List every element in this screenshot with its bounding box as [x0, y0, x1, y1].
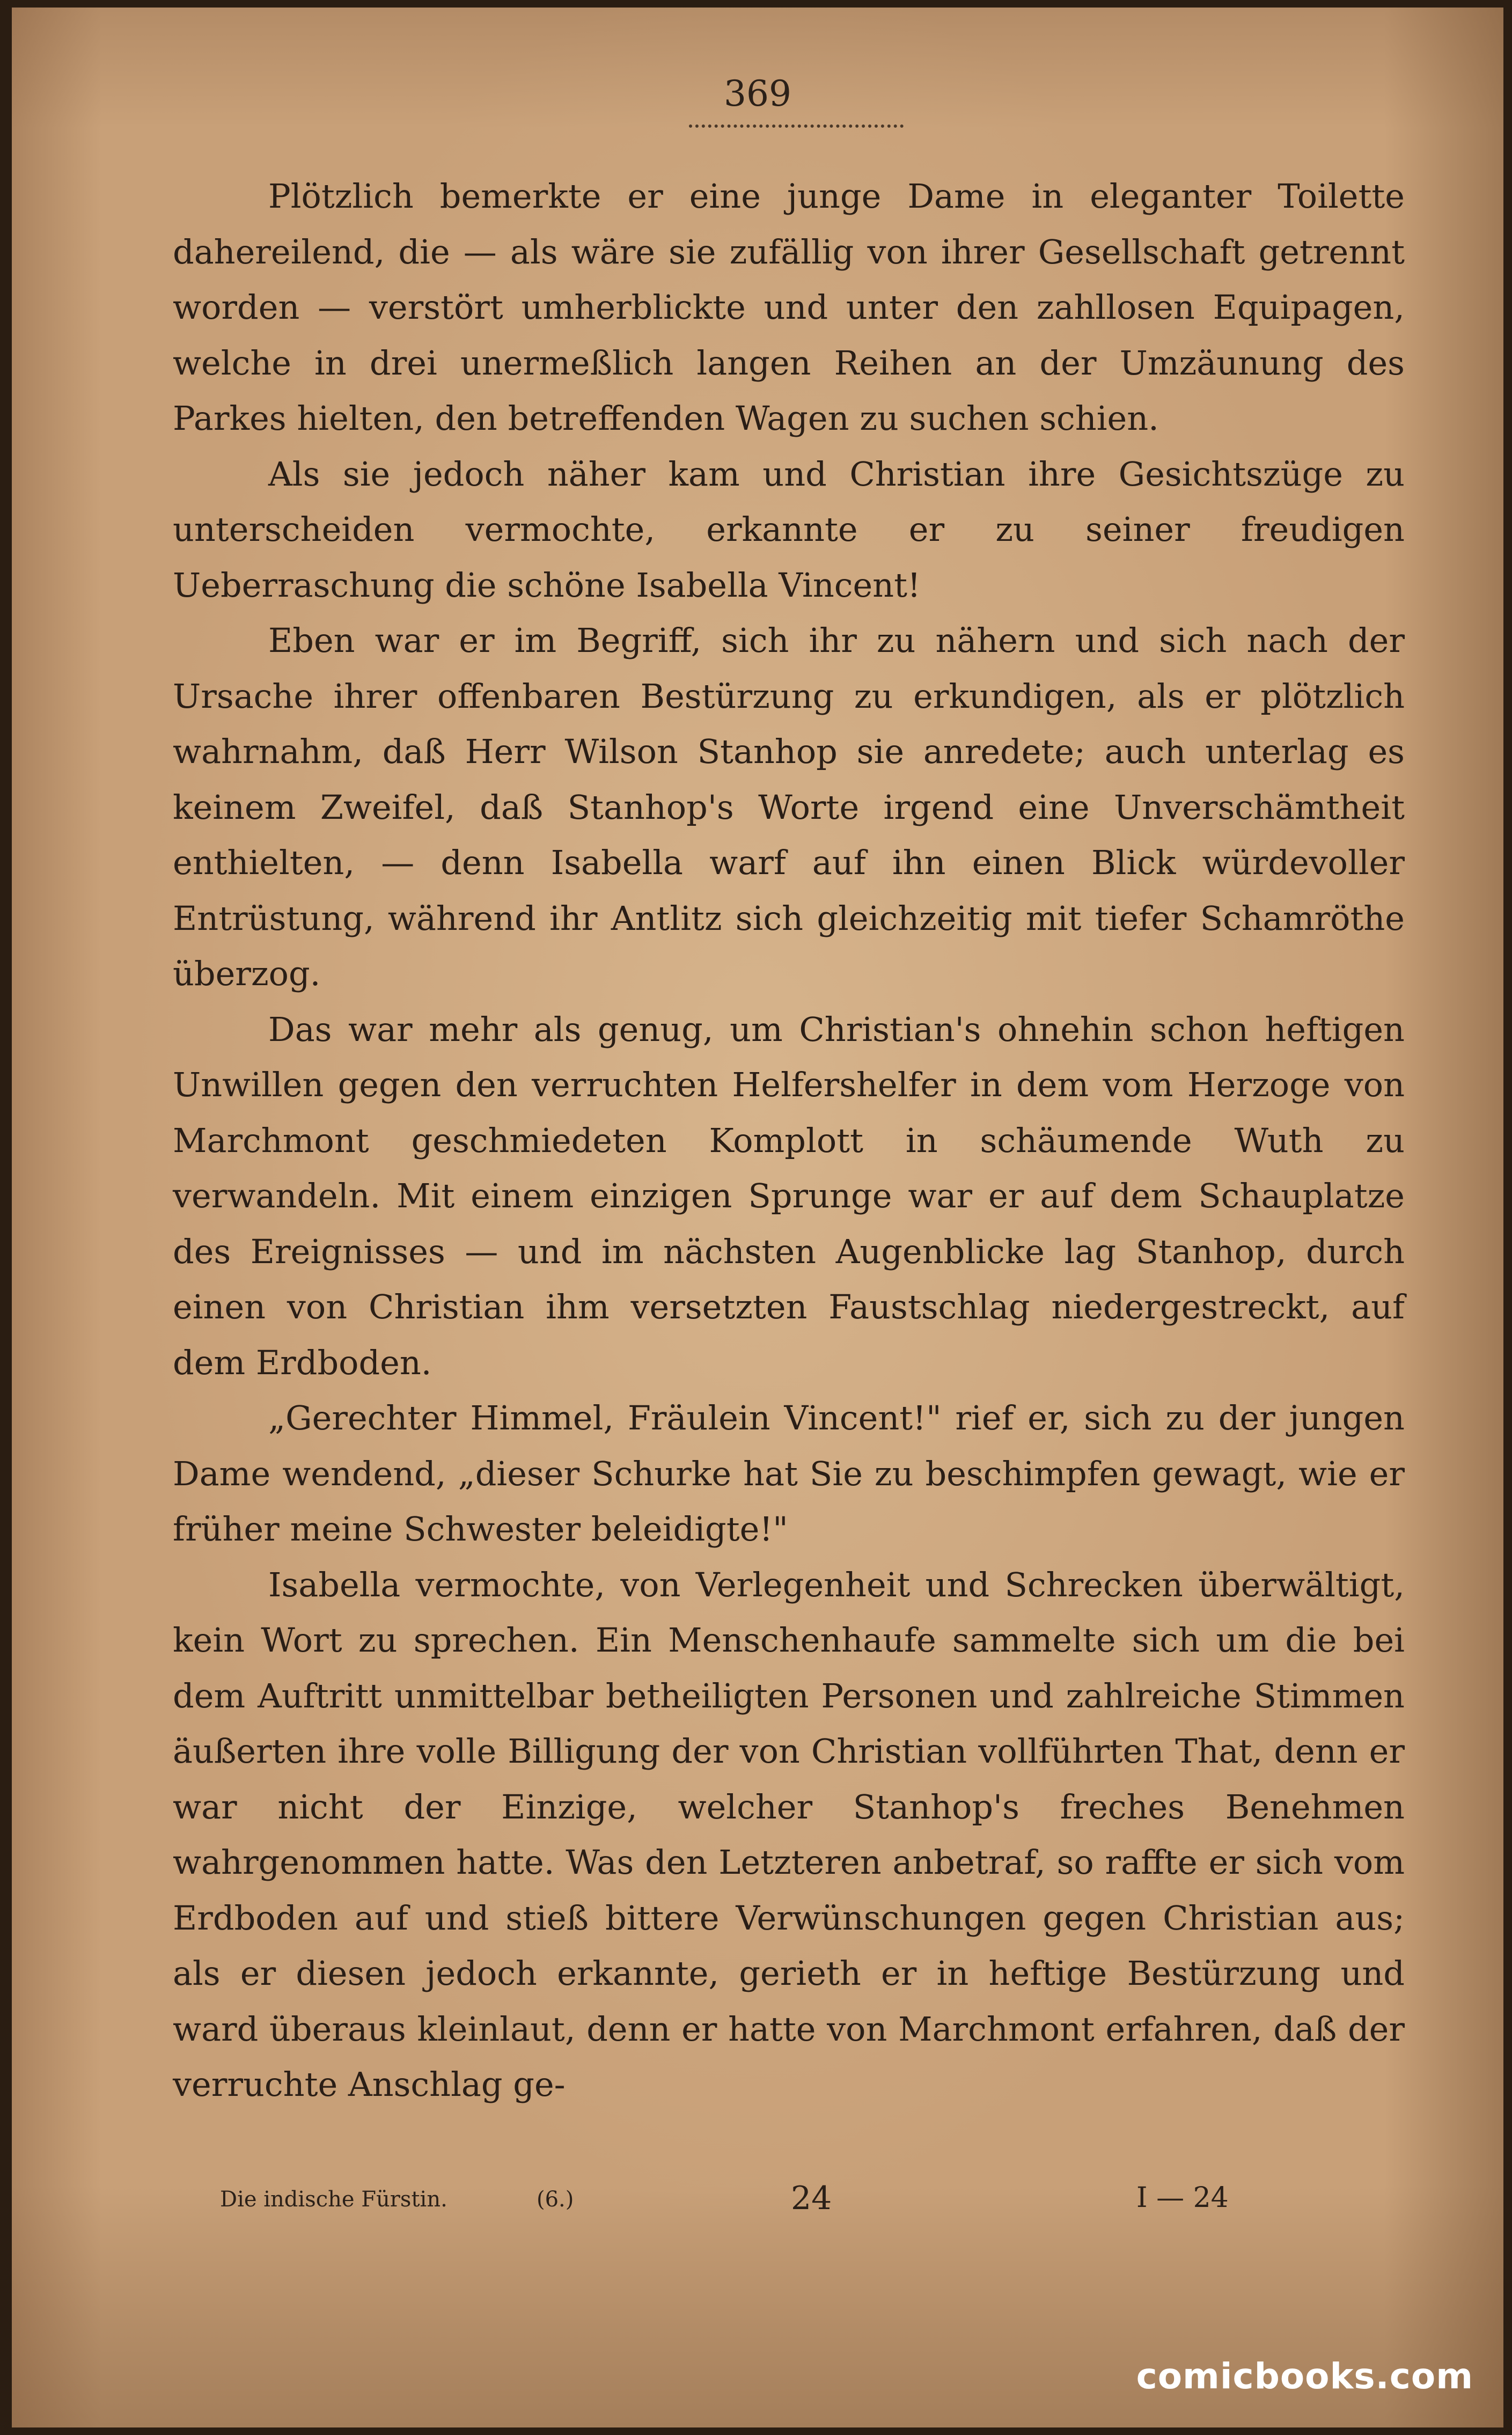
- paragraph-2: Als sie jedoch näher kam und Christian ihre Gesichtszüge zu unterscheiden vermochte, erkannte er zu seiner freudigen Ueberraschung die schöne Isabella Vincent!: [173, 454, 1405, 605]
- footer-sheet-mark: I — 24: [1136, 2182, 1229, 2214]
- paragraph-1: Plötzlich bemerkte er eine junge Dame in eleganter Toilette dahereilend, die — als wäre sie zufällig von ihrer Gesellschaft getrennt worden — verstört umherblickte und unter den zahllosen Equipagen, welche in drei unermeßlich langen Reihen an der Umzäunung des Parkes hielten, den betreffenden Wagen zu suchen schien.: [173, 177, 1405, 438]
- watermark: comicbooks.com: [1136, 2356, 1473, 2397]
- footer-signature-number: 24: [791, 2180, 832, 2217]
- paragraph-6: Isabella vermochte, von Verlegenheit und Schrecken überwältigt, kein Wort zu sprechen. Ein Menschenhaufe sammelte sich um die bei dem Auftritt unmittelbar betheiligten Personen und zahlreiche Stimmen äußerten ihre volle Billigung der von Christian vollführten That, denn er war nicht der Einzige, welcher Stanhop's freches Benehmen wahrgenommen hatte. Was den Letzteren anbetraf, so raffte er sich vom Erdboden auf und stieß bittere Verwünschungen gegen Christian aus; als er diesen jedoch erkannte, gerieth er in heftige Bestürzung und ward überaus kleinlaut, denn er hatte von Marchmont erfahren, daß der verruchte Anschlag ge-: [173, 1565, 1405, 2104]
- footer-book-title: Die indische Fürstin.: [220, 2187, 447, 2212]
- paragraph-5: „Gerechter Himmel, Fräulein Vincent!" rief er, sich zu der jungen Dame wendend, „dieser Schurke hat Sie zu beschimpfen gewagt, wie er früher meine Schwester beleidigte!": [173, 1398, 1405, 1549]
- page-number: 369: [724, 73, 791, 114]
- book-page: [12, 8, 1503, 2427]
- paragraph-3: Eben war er im Begriff, sich ihr zu nähern und sich nach der Ursache ihrer offenbaren Bestürzung zu erkundigen, als er plötzlich wahrnahm, daß Herr Wilson Stanhop sie anredete; auch unterlag es keinem Zweifel, daß Stanhop's Worte irgend eine Unverschämtheit enthielten, — denn Isabella warf auf ihn einen Blick würdevoller Entrüstung, während ihr Antlitz sich gleichzeitig mit tiefer Schamröthe überzog.: [173, 621, 1405, 993]
- header-ornament-rule: [689, 124, 904, 128]
- paragraph-4: Das war mehr als genug, um Christian's ohnehin schon heftigen Unwillen gegen den verruchten Helfershelfer in dem vom Herzoge von Marchmont geschmiedeten Komplott in schäumende Wuth zu verwandeln. Mit einem einzigen Sprunge war er auf dem Schauplatze des Ereignisses — und im nächsten Augenblicke lag Stanhop, durch einen von Christian ihm versetzten Faustschlag niedergestreckt, auf dem Erdboden.: [173, 1009, 1405, 1382]
- page-footer: [220, 2180, 1293, 2223]
- body-text: [173, 168, 1405, 2113]
- footer-sheet-index: (6.): [537, 2187, 574, 2212]
